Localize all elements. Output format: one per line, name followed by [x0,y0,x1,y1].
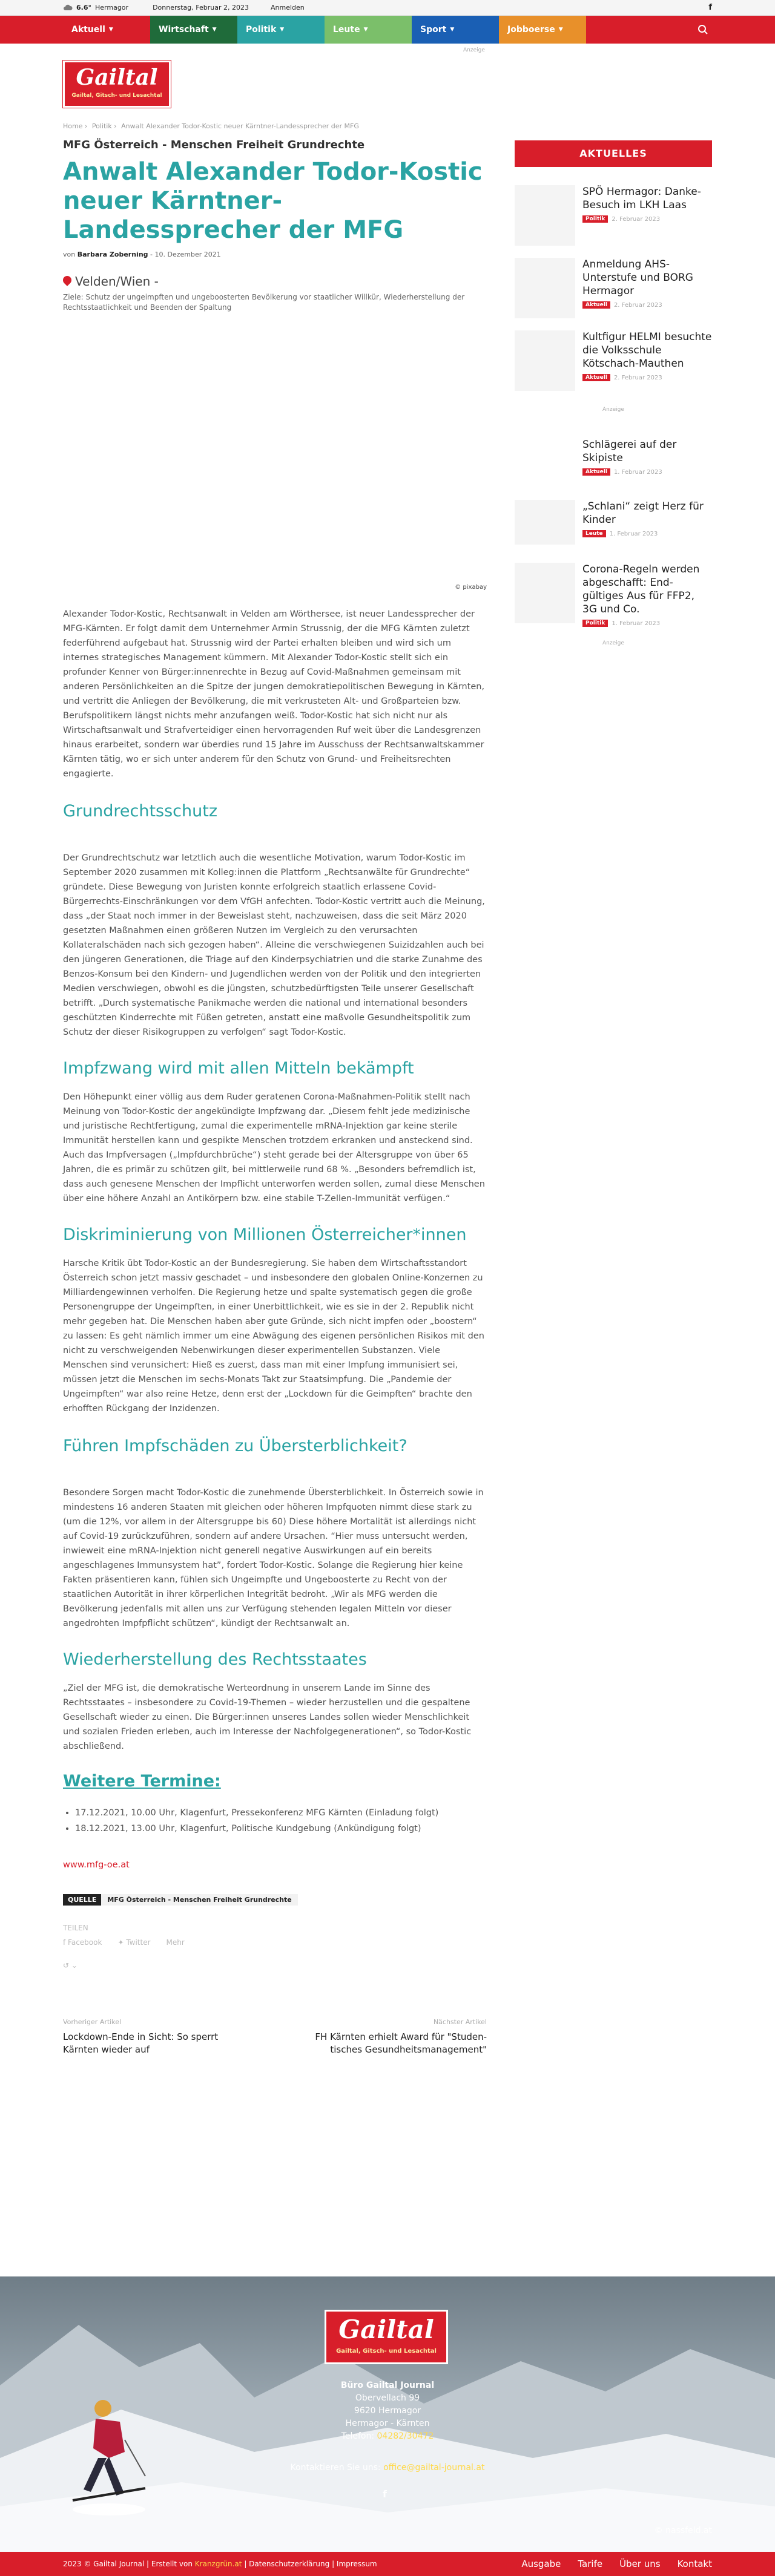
news-date: 2. Februar 2023 [613,374,662,381]
footer-link-kontakt[interactable]: Kontakt [677,2558,712,2569]
heading-diskriminierung: Diskriminierung von Millionen Österreicher*innen [63,1225,467,1244]
news-date: 1. Februar 2023 [612,620,661,627]
news-category-badge: Politik [582,620,608,627]
breadcrumb-home[interactable]: Home [63,122,83,130]
chevron-down-icon: ▼ [108,27,113,33]
current-date: Donnerstag, Februar 2, 2023 [153,4,249,11]
news-date: 1. Februar 2023 [609,530,658,537]
share-facebook-button[interactable] [63,1938,102,1947]
list-item: • 18.12.2021, 13.00 Uhr, Klagenfurt, Politische Kundgebung (Ankündigung folgt) [75,1821,487,1837]
legal-links[interactable]: | Datenschutzerklärung | Impressum [244,2560,377,2568]
nav-item-sport[interactable] [412,16,499,44]
phone-label: Telefon: [341,2431,375,2441]
share-label: TEILEN [63,1924,88,1932]
chevron-down-icon: ▼ [450,27,455,33]
news-title: Schlägerei auf der Skipiste [582,439,677,464]
chevron-down-icon: ▼ [212,27,217,33]
weather-widget [63,4,128,11]
previous-label: Vorheriger Artikel [63,2018,122,2026]
share-facebook-label: Facebook [68,1938,102,1947]
article-image [63,313,487,591]
footer-link-tarife[interactable]: Tarife [578,2558,603,2569]
news-date: 2. Februar 2023 [613,301,662,309]
nav-item-aktuell[interactable] [63,16,150,44]
breadcrumb-separator: › [84,122,88,130]
copyright-text: 2023 © Gailtal Journal | Erstellt von [63,2560,193,2568]
prev-next-nav [63,2018,487,2056]
source-label: QUELLE [63,1894,101,1906]
breadcrumb-politik[interactable]: Politik [91,122,112,130]
sidebar-ad-slot [515,391,712,426]
news-category-badge: Aktuell [582,468,610,476]
weather-cloud-icon [63,4,73,11]
news-date: 2. Februar 2023 [612,215,661,223]
agency-link[interactable]: Kranzgrün.at [194,2560,242,2568]
logo-tagline: Gailtal, Gitsch- und Lesachtal [71,93,162,99]
office-city: 9620 Hermagor [354,2406,421,2416]
heading-impfzwang: Impfzwang wird mit allen Mitteln bekämpft [63,1059,414,1078]
office-name: Büro Gailtal Journal [340,2381,435,2390]
facebook-icon[interactable]: f [708,3,712,12]
footer-link-ueber-uns[interactable]: Über uns [619,2558,661,2569]
news-date: 1. Februar 2023 [613,468,662,476]
news-thumbnail [515,500,575,545]
paragraph-diskriminierung: Harsche Kritik übt Todor-Kostic an der Bundesregierung. Sie haben dem Wirtschaftsstandort Österreich schon jetzt massiv geschadet – und insbesondere den globalen Online-Konzernen zu Milliardengewinnen verholfen. Die Regierung hetze und spalte systematisch gegen die große Personengruppe der Ungeimpften, in einer Unerbittlichkeit, wie es sie in der 2. Republik nicht mehr gegeben hat. Die Menschen haben aber gute Gründe, sich nicht impfen oder „boostern“ zu lassen: Es geht nämlich immer um eine Abwägung des eigenen persönlichen Risikos mit den nicht zu verschweigenden Nebenwirkungen dieser experimentellen Substanzen. Viele Menschen sind verunsichert: Hieß es zuerst, dass man mit einer Impfung immunisiert sei, müssen jetzt die Menschen im sechs-Monats Takt zur Staatsimpfung. Die „Pandemie der Ungeimpften“ war also reine Hetze, denn erst der „Lockdown für die Geimpften“ brachte den erhofften Rückgang der Inzidenzen. [63,1259,484,1414]
nav-item-label: Politik [246,25,277,34]
phone-link[interactable]: 04282/30472 [377,2431,434,2441]
office-street: Obervellach 99 [355,2393,420,2403]
paragraph-impfzwang: Den Höhepunkt einer völlig aus dem Ruder geratenen Corona-Maßnahmen-Politik stellt nach Meinung von Todor-Kostic der angekündigte Impfzwang dar. „Diesem fehlt jede medizinische und juristische Rechtfertigung, zumal die experimentelle mRNA-Injektion gar keine sterile Immunität herstellen kann und gespikte Menschen trotzdem erkranken und ansteckend sind. Auch das Impfversagen („Impfdurchbrüche“) steht gerade bei der Altersgruppe von über 65 Jahren, die es primär zu schützen gilt, bei mittlerweile rund 68 %. „Besonders befremdlich ist, dass auch genesene Menschen der Impflicht unterworfen werden sollen, zumal diese Menschen über eine höhere Anzahl an Antikörpern bzw. eine stabile T-Zellen-Immunität verfügen.“ [63,1092,485,1204]
article-date: 10. Dezember 2021 [154,251,221,258]
news-category-badge: Politik [582,215,608,223]
news-category-badge: Aktuell [582,374,610,381]
nav-item-label: Sport [420,25,447,34]
news-thumbnail [515,185,575,246]
breadcrumb [63,122,487,130]
heading-rechtsstaat: Wiederherstellung des Rechtsstaates [63,1650,367,1669]
heading-termine: Weitere Termine: [63,1772,221,1791]
previous-title: Lockdown-Ende in Sicht: So sperrt Kärnten wieder auf [63,2031,219,2055]
author-link[interactable]: Barbara Zoberning [77,251,148,258]
nav-item-label: Leute [333,25,360,34]
sidebar-ad-slot [515,627,712,651]
share-twitter-button[interactable] [117,1938,150,1947]
image-credit: © pixabay [455,584,487,591]
email-link[interactable]: office@gailtal-journal.at [383,2463,485,2473]
topbar [0,0,775,16]
news-category-badge: Leute [582,530,606,537]
sidebar-news-item[interactable] [515,258,712,318]
next-label: Nächster Artikel [433,2018,487,2026]
ad-label: Anzeige [602,640,624,646]
footer-contact [0,2463,775,2473]
paragraph-rechtsstaat: „Ziel der MFG ist, die demokratische Werteordnung in unserem Lande im Sinne des Rechtsstaates – insbesondere zu Covid-19-Themen – wieder herzustellen und die gespaltene Gesellschaft wieder zu einen. Die Bürger:innen unseres Landes sollen wieder Menschlichkeit und sozialen Frieden erleben, auch im Interesse der Nachfolgegenerationen“, so Todor-Kostic abschließend. [63,1683,472,1751]
ad-label: Anzeige [602,407,624,413]
meta-separator: - [150,251,155,258]
news-title: „Schlani“ zeigt Herz für Kinder [582,500,704,526]
footer-link-ausgabe[interactable]: Ausgabe [521,2558,561,2569]
news-category-badge: Aktuell [582,301,610,309]
logo-name: Gailtal [338,2315,434,2344]
map-pin-icon [63,276,71,287]
copyright [63,2560,377,2568]
news-title: Corona-Regeln werden abgeschafft: End-gültiges Aus für FFP2, 3G und Co. [582,563,700,615]
login-link[interactable]: Anmelden [270,4,305,11]
sidebar-news-item[interactable] [515,438,712,476]
source-value[interactable]: MFG Österreich - Menschen Freiheit Grundrechte [101,1894,297,1906]
weather-temperature: 6.6° [76,4,91,11]
news-title: Kultfigur HELMI besuchte die Volksschule Kötschach-Mauthen [582,331,712,370]
share-more-label: Mehr [166,1938,185,1947]
twitter-icon: ✦ [117,1938,127,1947]
share-twitter-label: Twitter [126,1938,151,1947]
sidebar-news-item[interactable] [515,500,712,545]
contact-label: Kontaktieren Sie uns: [290,2463,381,2473]
heading-grundrechtsschutz: Grundrechtsschutz [63,802,218,821]
footer-logo[interactable] [325,2310,448,2364]
bottom-bar [0,2552,775,2576]
article-intro: Alexander Todor-Kostic, Rechtsanwalt in Velden am Wörthersee, ist neuer Landessprecher der MFG-Kärnten. Er folgt damit dem Unternehmer Armin Strussnig, der die MFG Kärnten zuletzt federführend aufgebaut hat. Strussnig wird der Partei erhalten bleiben und wird sich um internes strategisches Management kümmern. Mit Alexander Todor-Kostic stellt sich ein profunder Kenner von Bürger:innenrechte in Bezug auf Covid-Maßnahmen gemeinsam mit anderen Persönlichkeiten an die Spitze der jungen demokratiepolitischen Bewegung in Kärnten, und vertritt die Anliegen der Bevölkerung, die mit verkrusteten Alt- und Großparteien bzw. Berufspolitikern längst nichts mehr anzufangen weiß. Todor-Kostic hat sich nicht nur als Wirtschaftsanwalt und Strafverteidiger einen hervorragenden Ruf weit über die Landesgrenzen hinaus erarbeitet, sondern war überdies rund 15 Jahre im Ausschuss der Rechtsanwaltskammer Kärnten tätig, wo er sich unter anderem für den Schutz von Grund- und Freiheitsrechten engagierte. [63,609,485,779]
chevron-down-icon: ▼ [363,27,368,33]
nav-item-leute[interactable] [325,16,412,44]
footer-image-credit: © nassfeld.at [654,2526,712,2535]
search-icon[interactable] [698,16,708,44]
article [63,116,487,2056]
breadcrumb-separator: › [114,122,117,130]
main-nav [0,16,775,44]
facebook-icon[interactable]: f [383,2488,387,2500]
article-meta [63,251,487,258]
breadcrumb-current: Anwalt Alexander Todor-Kostic neuer Kärntner-Landessprecher der MFG [121,122,359,130]
office-region: Hermagor - Kärnten [345,2419,430,2428]
nav-item-wirtschaft[interactable] [150,16,237,44]
nav-item-jobboerse[interactable] [499,16,586,44]
news-title: Anmeldung AHS-Unterstufe und BORG Hermagor [582,258,693,297]
nav-item-label: Aktuell [71,25,105,34]
news-title: SPÖ Hermagor: Danke-Besuch im LKH Laas [582,186,701,211]
paragraph-uebersterblichkeit: Besondere Sorgen macht Todor-Kostic die zunehmende Übersterblichkeit. In Österreich sowie in mindestens 16 anderen Staaten mit gleichen oder höheren Impfquoten nimmt diese stark zu (um die 12%, vor allem in der Altersgruppe bis 60) Diese höhere Mortalität ist allerdings nicht auf Covid-19 zurückzuführen, sondern auf andere Ursachen. “Hier muss untersucht werden, inwieweit eine mRNA-Injektion nicht generell negative Auswirkungen auf ein bereits angeschlagenes Immunsystem hat”, fordert Todor-Kostic. Solange die Regierung hier keine Fakten präsentieren kann, fühlen sich Ungeimpfte und Ungeboosterte zu Recht von der staatlichen Autorität in ihrer körperlichen Integrität bedroht. „Wir als MFG werden die Bevölkerung jedenfalls mit allen uns zur Verfügung stehenden legalen Mitteln vor dieser angedrohten Impfpflicht schützen“, kündigt der Rechtsanwalt an. [63,1488,484,1628]
logo-tagline: Gailtal, Gitsch- und Lesachtal [336,2348,437,2355]
nav-item-label: Wirtschaft [159,25,209,34]
sidebar-news-item[interactable] [515,330,712,391]
article-kicker: MFG Österreich - Menschen Freiheit Grundrechte [63,139,365,151]
share-more-button[interactable] [167,1938,185,1947]
sidebar-heading: AKTUELLES [515,140,712,167]
source-tag [63,1894,487,1906]
mfg-website-link[interactable]: www.mfg-oe.at [63,1860,130,1870]
nav-item-politik[interactable] [237,16,325,44]
next-article-link[interactable] [305,2018,487,2056]
list-item: • 17.12.2021, 10.00 Uhr, Klagenfurt, Pressekonferenz MFG Kärnten (Einladung folgt) [75,1805,487,1821]
nav-item-label: Jobboerse [507,25,555,34]
sidebar-news-item[interactable] [515,185,712,246]
footer-nav [521,2558,712,2569]
facebook-icon: f [63,1938,68,1947]
article-subline: Ziele: Schutz der ungeimpften und ungeboosterten Bevölkerung vor staatlicher Willkür, Wiederherstellung der Rechtsstaatlichkeit und Beenden der Spaltung [63,293,465,312]
share-more-icon[interactable]: ↺ ⌄ [63,1961,78,1970]
weather-location: Hermagor [95,4,129,11]
author-prefix: von [63,251,76,258]
footer [0,2276,775,2552]
article-location [63,274,487,289]
heading-uebersterblichkeit: Führen Impfschäden zu Übersterblichkeit? [63,1437,407,1455]
news-thumbnail [515,330,575,391]
paragraph-grundrechtsschutz: Der Grundrechtschutz war letztlich auch die wesentliche Motivation, warum Todor-Kostic im September 2020 zusammen mit Kolleg:innen die Plattform „Rechtsanwälte für Grundrechte“ gründete. Diese Bewegung von Juristen konnte erfolgreich staatlich erlassene Covid-Bürgerrechts-Einschränkungen vor dem VfGH anfechten. Todor-Kostic vertritt auch die Meinung, dass „der Staat noch immer in der Beweislast steht, nachzuweisen, dass die seit März 2020 gesetzten Maßnahmen einen größeren Nutzen im Vergleich zu den verursachten Kollateralschäden nach sich gezogen haben“. Alleine die verschwiegenen Suizidzahlen auch bei den jüngeren Generationen, die Triage auf den Kinderpsychiatrien und die starke Zunahme des Benzos-Konsum bei den Kindern- und Jugendlichen werden von der Politik und den integrierten Medien verschwiegen, obwohl es die jüngsten, schutzbedürftigsten Teile unserer Gesellschaft betrifft. „Durch systematische Panikmache werden die national und international besonders geschützten Kinderrechte mit Füßen getreten, anstatt eine maßvolle Gesundheitspolitik zum Schutz der dieser Risikogruppen zu verfolgen“ sagt Todor-Kostic. [63,853,485,1037]
sidebar [515,140,712,651]
page-title: Anwalt Alexander Todor-Kostic neuer Kärntner-Landessprecher der MFG [63,158,483,244]
ad-label: Anzeige [463,47,485,53]
news-thumbnail [515,563,575,623]
share-section [63,1924,487,1970]
site-logo[interactable] [63,61,171,108]
main-area [0,116,775,2304]
site-header [0,44,775,116]
chevron-down-icon: ▼ [558,27,563,33]
footer-address [0,2379,775,2443]
next-title: FH Kärnten erhielt Award für "Studen-tisches Gesundheitsmanagement" [315,2031,487,2055]
chevron-down-icon: ▼ [280,27,285,33]
sidebar-news-item[interactable] [515,563,712,627]
previous-article-link[interactable] [63,2018,245,2056]
location-text: Velden/Wien - [75,274,159,289]
termine-list [63,1805,487,1837]
news-thumbnail [515,258,575,318]
logo-name: Gailtal [76,65,158,90]
